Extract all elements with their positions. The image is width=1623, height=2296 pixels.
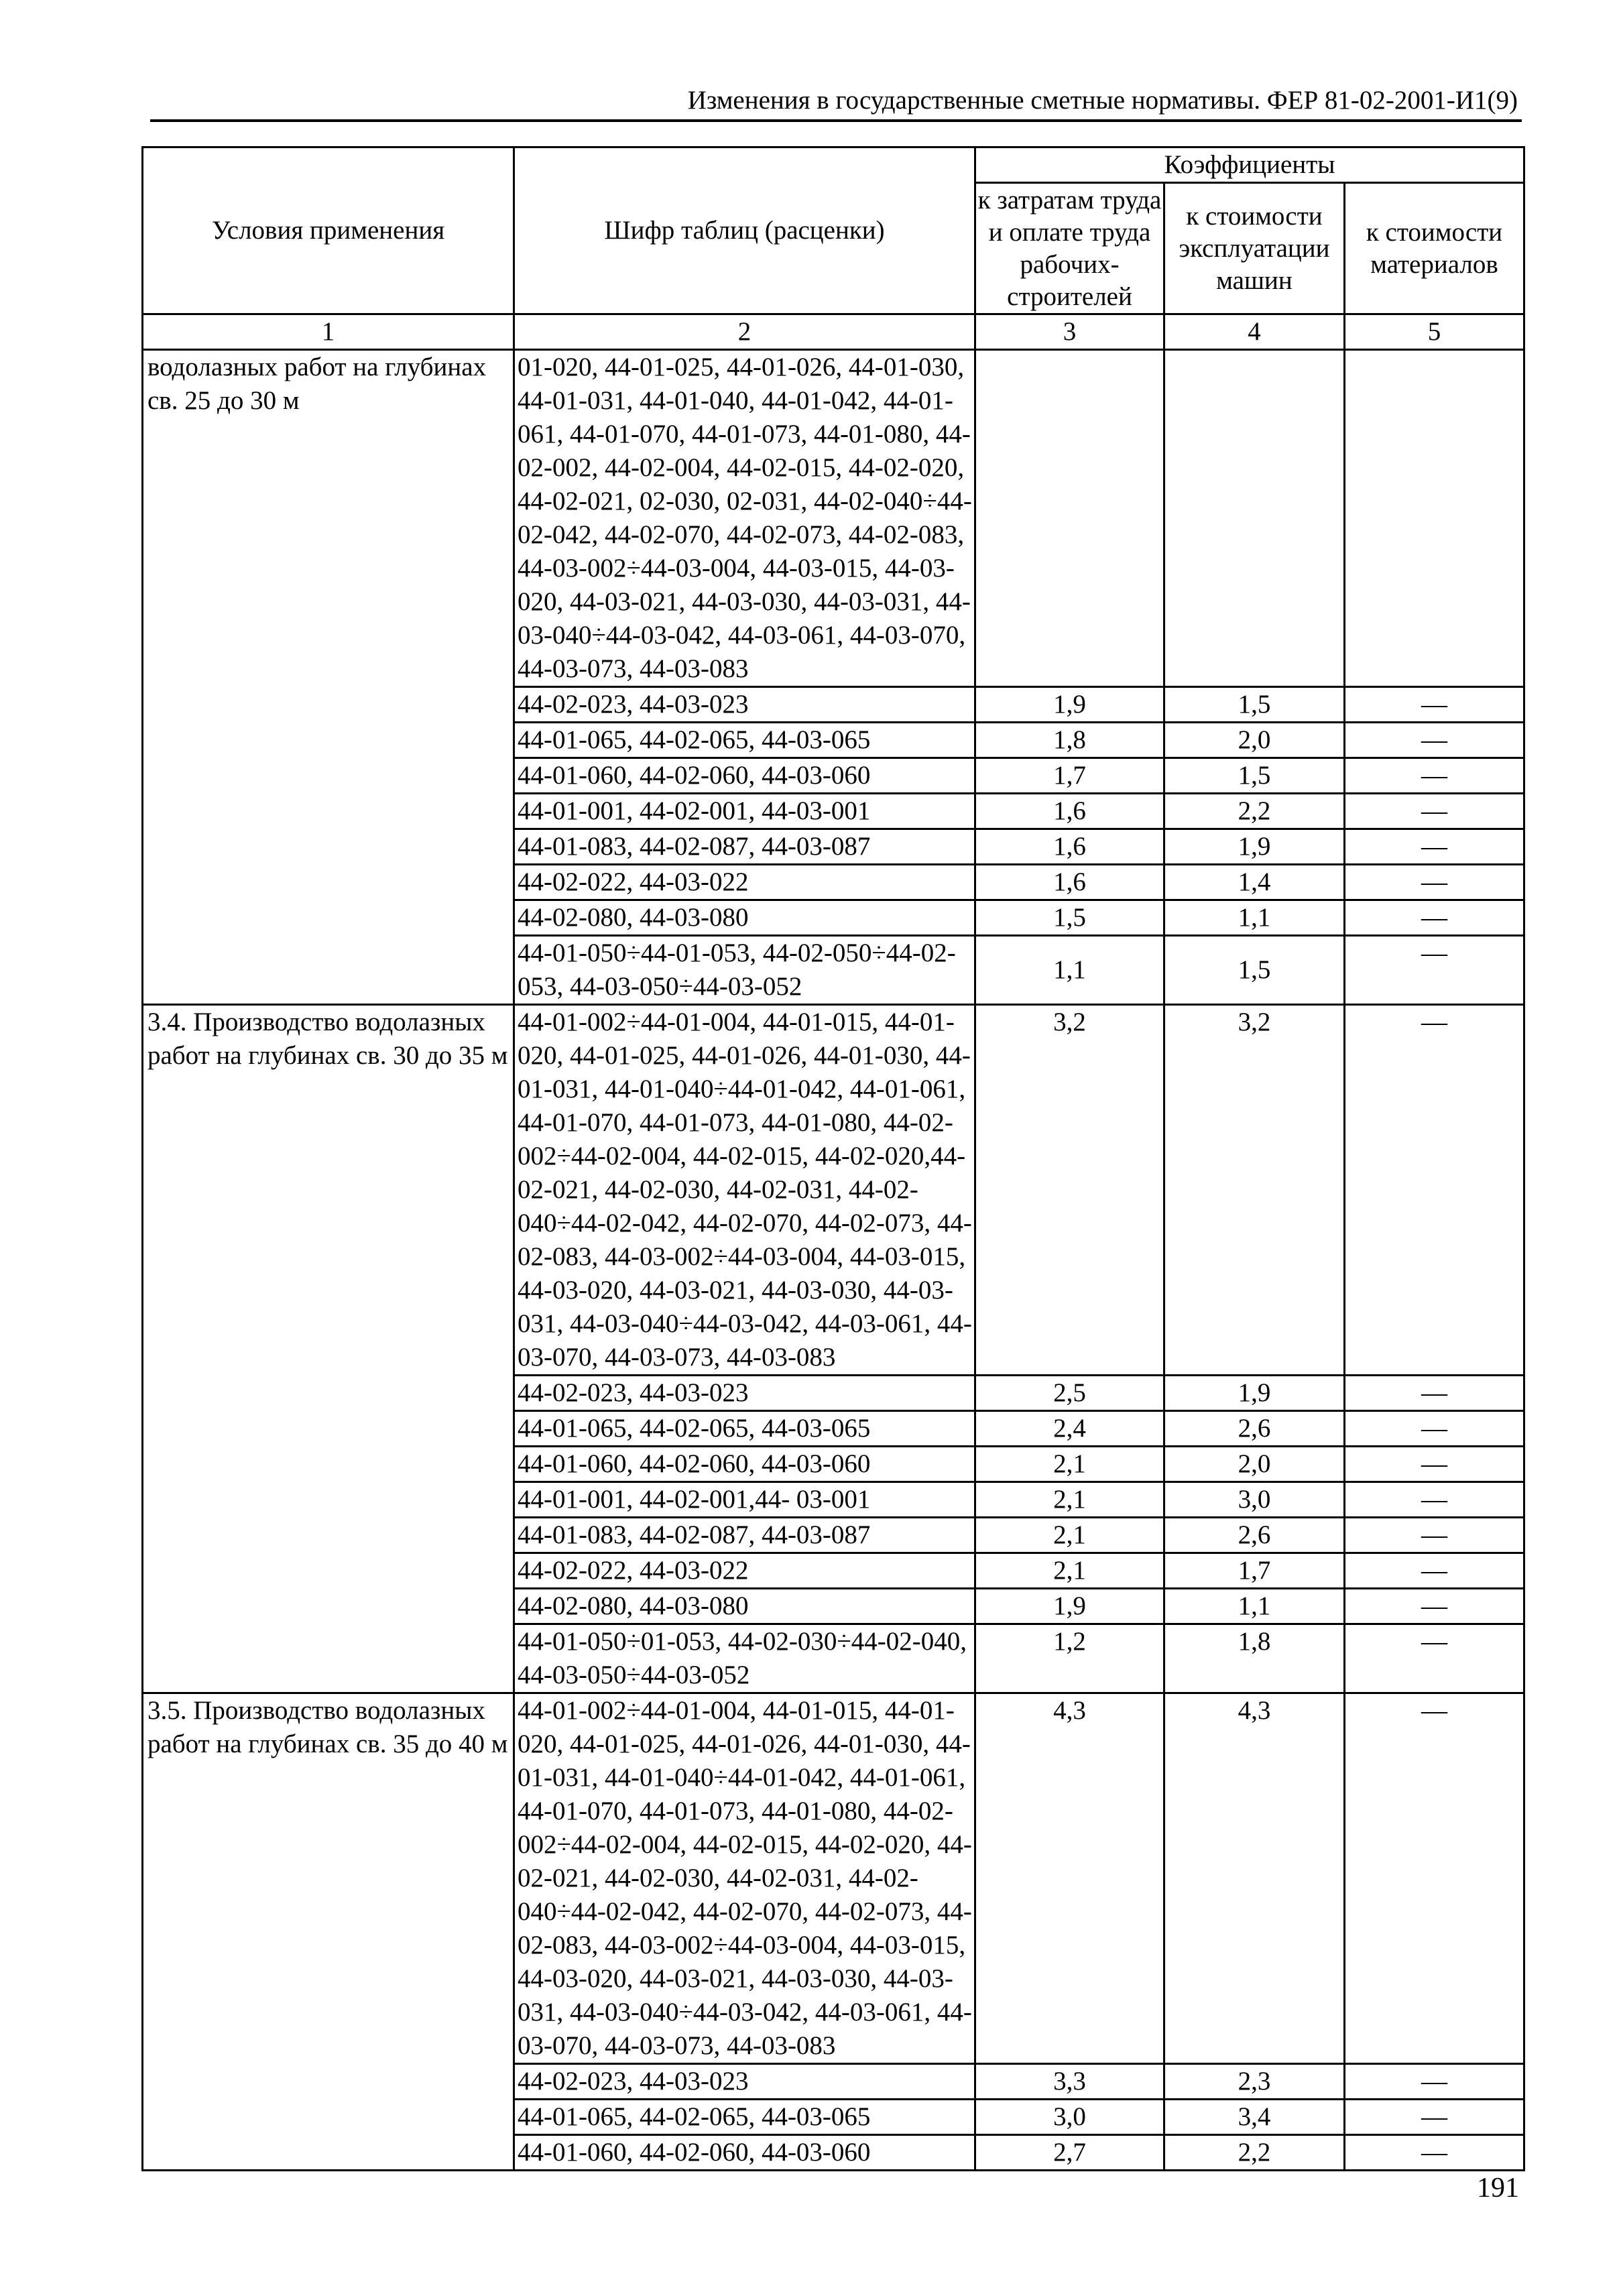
codes-cell: 44-01-002÷44-01-004, 44-01-015, 44-01-020, 44-01-025, 44-01-026, 44-01-030, 44-01-031, 44-01-040÷44-01-042, 44-01-061, 44-01-070, 44-01-073, 44-01-080, 44-02-002÷44-02-004, 44-02-015, 44-02-020,44-02-021, 44-02-030, 44-02-031, 44-02-040÷44-02-042, 44-02-070, 44-02-073, 44-02-083, 44-03-002÷44-03-004, 44-03-015, 44-03-020, 44-03-021, 44-03-030, 44-03-031, 44-03-040÷44-03-042, 44-03-061, 44-03-070, 44-03-073, 44-03-083: [514, 1005, 975, 1376]
codes-cell: 44-01-002÷44-01-004, 44-01-015, 44-01-020, 44-01-025, 44-01-026, 44-01-030, 44-01-031, 44-01-040÷44-01-042, 44-01-061, 44-01-070, 44-01-073, 44-01-080, 44-02-002÷44-02-004, 44-02-015, 44-02-020, 44-02-021, 44-02-030, 44-02-031, 44-02-040÷44-02-042, 44-02-070, 44-02-073, 44-02-083, 44-03-002÷44-03-004, 44-03-015, 44-03-020, 44-03-021, 44-03-030, 44-03-031, 44-03-040÷44-03-042, 44-03-061, 44-03-070, 44-03-073, 44-03-083: [514, 1693, 975, 2064]
labor-coefficient-cell: 2,1: [975, 1447, 1164, 1482]
condition-cell: 3.4. Производство водолазных работ на глубинах св. 30 до 35 м: [143, 1005, 514, 1693]
page-number: 191: [1477, 2173, 1519, 2203]
materials-coefficient-cell: —: [1345, 1482, 1524, 1518]
materials-coefficient-cell: —: [1345, 2135, 1524, 2171]
header-labor: к затратам труда и оплате труда рабочих-строителей: [975, 183, 1164, 314]
machines-coefficient-cell: 3,4: [1164, 2100, 1345, 2135]
materials-coefficient-cell: —: [1345, 1624, 1524, 1693]
machines-coefficient-cell: 1,9: [1164, 829, 1345, 865]
column-number-row: [143, 314, 1524, 350]
labor-coefficient-cell: 2,7: [975, 2135, 1164, 2171]
condition-cell: водолазных работ на глубинах св. 25 до 30 м: [143, 350, 514, 1005]
machines-coefficient-cell: [1164, 350, 1345, 687]
labor-coefficient-cell: 1,1: [975, 936, 1164, 1005]
labor-coefficient-cell: 3,0: [975, 2100, 1164, 2135]
labor-coefficient-cell: 1,2: [975, 1624, 1164, 1693]
materials-coefficient-cell: —: [1345, 936, 1524, 1005]
materials-coefficient-cell: —: [1345, 1447, 1524, 1482]
machines-coefficient-cell: 1,4: [1164, 865, 1345, 900]
codes-cell: 44-02-080, 44-03-080: [514, 900, 975, 936]
codes-cell: 44-01-050÷01-053, 44-02-030÷44-02-040, 44-03-050÷44-03-052: [514, 1624, 975, 1693]
machines-coefficient-cell: 1,1: [1164, 900, 1345, 936]
coefficients-table: [141, 146, 1525, 2171]
header-codes: Шифр таблиц (расценки): [514, 147, 975, 314]
labor-coefficient-cell: 1,7: [975, 758, 1164, 794]
codes-cell: 44-02-023, 44-03-023: [514, 2064, 975, 2100]
materials-coefficient-cell: —: [1345, 1589, 1524, 1624]
header-materials: к стоимости материалов: [1345, 183, 1524, 314]
machines-coefficient-cell: 2,2: [1164, 794, 1345, 829]
materials-coefficient-cell: —: [1345, 1376, 1524, 1411]
materials-coefficient-cell: —: [1345, 1693, 1524, 2064]
materials-coefficient-cell: —: [1345, 687, 1524, 723]
labor-coefficient-cell: 1,6: [975, 865, 1164, 900]
materials-coefficient-cell: —: [1345, 723, 1524, 758]
machines-coefficient-cell: 1,5: [1164, 687, 1345, 723]
machines-coefficient-cell: 1,5: [1164, 758, 1345, 794]
codes-cell: 44-01-001, 44-02-001, 44-03-001: [514, 794, 975, 829]
labor-coefficient-cell: 2,5: [975, 1376, 1164, 1411]
table-row: [143, 350, 1524, 687]
codes-cell: 44-02-022, 44-03-022: [514, 865, 975, 900]
materials-coefficient-cell: —: [1345, 1553, 1524, 1589]
header-conditions: Условия применения: [143, 147, 514, 314]
machines-coefficient-cell: 2,2: [1164, 2135, 1345, 2171]
machines-coefficient-cell: 2,0: [1164, 723, 1345, 758]
codes-cell: 44-01-050÷44-01-053, 44-02-050÷44-02-053, 44-03-050÷44-03-052: [514, 936, 975, 1005]
materials-coefficient-cell: —: [1345, 865, 1524, 900]
codes-cell: 44-02-080, 44-03-080: [514, 1589, 975, 1624]
labor-coefficient-cell: 2,1: [975, 1518, 1164, 1553]
codes-cell: 01-020, 44-01-025, 44-01-026, 44-01-030, 44-01-031, 44-01-040, 44-01-042, 44-01-061, 44-01-070, 44-01-073, 44-01-080, 44-02-002, 44-02-004, 44-02-015, 44-02-020, 44-02-021, 02-030, 02-031, 44-02-040÷44-02-042, 44-02-070, 44-02-073, 44-02-083, 44-03-002÷44-03-004, 44-03-015, 44-03-020, 44-03-021, 44-03-030, 44-03-031, 44-03-040÷44-03-042, 44-03-061, 44-03-070, 44-03-073, 44-03-083: [514, 350, 975, 687]
labor-coefficient-cell: 1,8: [975, 723, 1164, 758]
table-row: [143, 1693, 1524, 2064]
machines-coefficient-cell: 4,3: [1164, 1693, 1345, 2064]
labor-coefficient-cell: 2,4: [975, 1411, 1164, 1447]
materials-coefficient-cell: —: [1345, 794, 1524, 829]
materials-coefficient-cell: —: [1345, 2064, 1524, 2100]
codes-cell: 44-02-022, 44-03-022: [514, 1553, 975, 1589]
codes-cell: 44-02-023, 44-03-023: [514, 1376, 975, 1411]
labor-coefficient-cell: 2,1: [975, 1553, 1164, 1589]
header-machines: к стоимости эксплуатации машин: [1164, 183, 1345, 314]
machines-coefficient-cell: 2,6: [1164, 1411, 1345, 1447]
table-row: [143, 1005, 1524, 1376]
labor-coefficient-cell: 4,3: [975, 1693, 1164, 2064]
codes-cell: 44-01-060, 44-02-060, 44-03-060: [514, 758, 975, 794]
column-number: 3: [975, 314, 1164, 350]
codes-cell: 44-01-065, 44-02-065, 44-03-065: [514, 2100, 975, 2135]
codes-cell: 44-01-060, 44-02-060, 44-03-060: [514, 1447, 975, 1482]
machines-coefficient-cell: 1,5: [1164, 936, 1345, 1005]
labor-coefficient-cell: 3,2: [975, 1005, 1164, 1376]
codes-cell: 44-01-083, 44-02-087, 44-03-087: [514, 829, 975, 865]
labor-coefficient-cell: 2,1: [975, 1482, 1164, 1518]
machines-coefficient-cell: 1,7: [1164, 1553, 1345, 1589]
labor-coefficient-cell: [975, 350, 1164, 687]
machines-coefficient-cell: 2,0: [1164, 1447, 1345, 1482]
machines-coefficient-cell: 1,9: [1164, 1376, 1345, 1411]
codes-cell: 44-01-065, 44-02-065, 44-03-065: [514, 723, 975, 758]
codes-cell: 44-01-060, 44-02-060, 44-03-060: [514, 2135, 975, 2171]
materials-coefficient-cell: —: [1345, 1411, 1524, 1447]
machines-coefficient-cell: 1,1: [1164, 1589, 1345, 1624]
column-number: 1: [143, 314, 514, 350]
machines-coefficient-cell: 2,3: [1164, 2064, 1345, 2100]
codes-cell: 44-01-001, 44-02-001,44- 03-001: [514, 1482, 975, 1518]
condition-cell: 3.5. Производство водолазных работ на глубинах св. 35 до 40 м: [143, 1693, 514, 2171]
table-body: [143, 350, 1524, 2171]
machines-coefficient-cell: 3,2: [1164, 1005, 1345, 1376]
machines-coefficient-cell: 2,6: [1164, 1518, 1345, 1553]
machines-coefficient-cell: 3,0: [1164, 1482, 1345, 1518]
materials-coefficient-cell: [1345, 350, 1524, 687]
header-coefficients: Коэффициенты: [975, 147, 1524, 183]
table-header: [143, 147, 1524, 350]
materials-coefficient-cell: —: [1345, 758, 1524, 794]
codes-cell: 44-02-023, 44-03-023: [514, 687, 975, 723]
codes-cell: 44-01-065, 44-02-065, 44-03-065: [514, 1411, 975, 1447]
labor-coefficient-cell: 3,3: [975, 2064, 1164, 2100]
labor-coefficient-cell: 1,9: [975, 687, 1164, 723]
materials-coefficient-cell: —: [1345, 900, 1524, 936]
machines-coefficient-cell: 1,8: [1164, 1624, 1345, 1693]
labor-coefficient-cell: 1,9: [975, 1589, 1164, 1624]
materials-coefficient-cell: —: [1345, 1518, 1524, 1553]
codes-cell: 44-01-083, 44-02-087, 44-03-087: [514, 1518, 975, 1553]
materials-coefficient-cell: —: [1345, 1005, 1524, 1376]
labor-coefficient-cell: 1,5: [975, 900, 1164, 936]
running-header-text: Изменения в государственные сметные нормативы. ФЕР 81-02-2001-И1(9): [687, 86, 1518, 115]
materials-coefficient-cell: —: [1345, 829, 1524, 865]
column-number: 4: [1164, 314, 1345, 350]
column-number: 2: [514, 314, 975, 350]
labor-coefficient-cell: 1,6: [975, 794, 1164, 829]
column-number: 5: [1345, 314, 1524, 350]
materials-coefficient-cell: —: [1345, 2100, 1524, 2135]
labor-coefficient-cell: 1,6: [975, 829, 1164, 865]
running-header: [150, 83, 1522, 122]
